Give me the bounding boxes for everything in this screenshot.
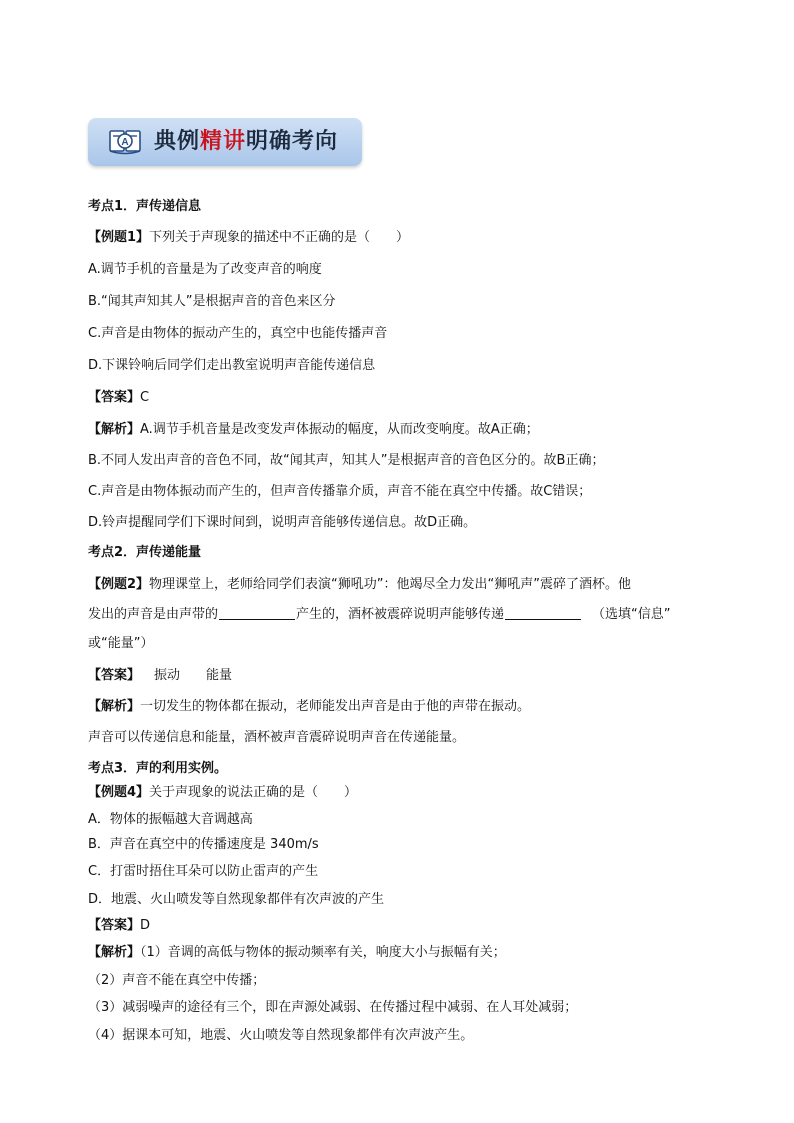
option-d: D.下课铃响后同学们走出教室说明声音能传递信息	[88, 358, 376, 373]
section-3-heading: 考点3．声的利用实例。	[88, 761, 228, 776]
answer-4	[88, 916, 150, 936]
option-b: B.“闻其声知其人”是根据声音的音色来区分	[88, 294, 336, 309]
explanation-text: （1）音调的高低与物体的振动频率有关，响度大小与振幅有关；	[140, 945, 506, 960]
section-2-heading: 考点2．声传递能量	[88, 545, 202, 560]
explanation-tag: 【解析】	[88, 422, 141, 437]
explanation-line: （3）减弱噪声的途径有三个，即在声源处减弱、在传播过程中减弱、在人耳处减弱；	[88, 1000, 578, 1015]
section-banner	[88, 118, 362, 166]
answer-tag: 【答案】	[88, 668, 141, 683]
book-icon	[107, 124, 143, 160]
option-a: A．物体的振幅越大音调越高	[88, 812, 253, 827]
explanation-tag: 【解析】	[88, 699, 141, 714]
answer-text: D	[140, 918, 151, 933]
question-1	[88, 228, 409, 248]
explanation-line: D.铃声提醒同学们下课时间到，说明声音能够传递信息。故D正确。	[88, 515, 477, 530]
question-2-line-2	[88, 605, 671, 625]
question-tag: 【例题1】	[88, 230, 150, 245]
answer-2	[88, 666, 232, 686]
banner-title	[154, 126, 338, 158]
explanation-1	[88, 420, 539, 440]
explanation-4	[88, 943, 506, 963]
explanation-line: C.声音是由物体振动而产生的，但声音传播靠介质，声音不能在真空中传播。故C错误；	[88, 484, 592, 499]
answer-text: 振动	[154, 668, 181, 683]
fill-blank	[505, 605, 581, 620]
explanation-line: （2）声音不能在真空中传播；	[88, 973, 266, 988]
section-1-heading: 考点1．声传递信息	[88, 199, 202, 214]
option-c: C．打雷时捂住耳朵可以防止雷声的产生	[88, 864, 319, 879]
answer-1	[88, 388, 149, 408]
explanation-line: B.不同人发出声音的音色不同，故“闻其声，知其人”是根据声音的音色区分的。故B正确；	[88, 453, 605, 468]
option-b: B．声音在真空中的传播速度是 340m/s	[88, 837, 319, 852]
banner-title-part2: 精讲	[200, 129, 247, 154]
question-text: 产生的，酒杯被震碎说明声能够传递	[296, 607, 505, 622]
explanation-line: 声音可以传递信息和能量，酒杯被声音震碎说明声音在传递能量。	[88, 730, 466, 745]
explanation-text: 一切发生的物体都在振动，老师能发出声音是由于他的声带在振动。	[140, 699, 531, 714]
question-4	[88, 783, 357, 803]
question-2-line-3: 或“能量”）	[88, 636, 154, 651]
option-a: A.调节手机的音量是为了改变声音的响度	[88, 262, 322, 277]
banner-title-part3: 明确考向	[246, 129, 339, 154]
question-text: （选填“信息”	[592, 607, 671, 622]
question-tag: 【例题2】	[88, 577, 150, 592]
answer-tag: 【答案】	[88, 390, 141, 405]
answer-text: 能量	[206, 668, 233, 683]
question-text: 关于声现象的说法正确的是（ ）	[149, 785, 358, 800]
option-c: C.声音是由物体的振动产生的，真空中也能传播声音	[88, 326, 388, 341]
explanation-2	[88, 697, 530, 717]
question-2	[88, 575, 631, 595]
fill-blank	[219, 605, 295, 620]
answer-text: C	[140, 390, 150, 405]
explanation-tag: 【解析】	[88, 945, 141, 960]
question-tag: 【例题4】	[88, 785, 150, 800]
question-text: 物理课堂上，老师给同学们表演“狮吼功”：他竭尽全力发出“狮吼声”震碎了酒杯。他	[149, 577, 631, 592]
svg-text:A: A	[121, 137, 129, 148]
answer-tag: 【答案】	[88, 918, 141, 933]
banner-title-part1: 典例	[154, 129, 201, 154]
explanation-line: （4）据课本可知，地震、火山喷发等自然现象都伴有次声波产生。	[88, 1028, 474, 1043]
explanation-text: A.调节手机音量是改变发声体振动的幅度，从而改变响度。故A正确；	[140, 422, 539, 437]
question-text: 下列关于声现象的描述中不正确的是（ ）	[149, 230, 410, 245]
option-d: D．地震、火山喷发等自然现象都伴有次声波的产生	[88, 892, 385, 907]
question-text: 发出的声音是由声带的	[88, 607, 219, 622]
